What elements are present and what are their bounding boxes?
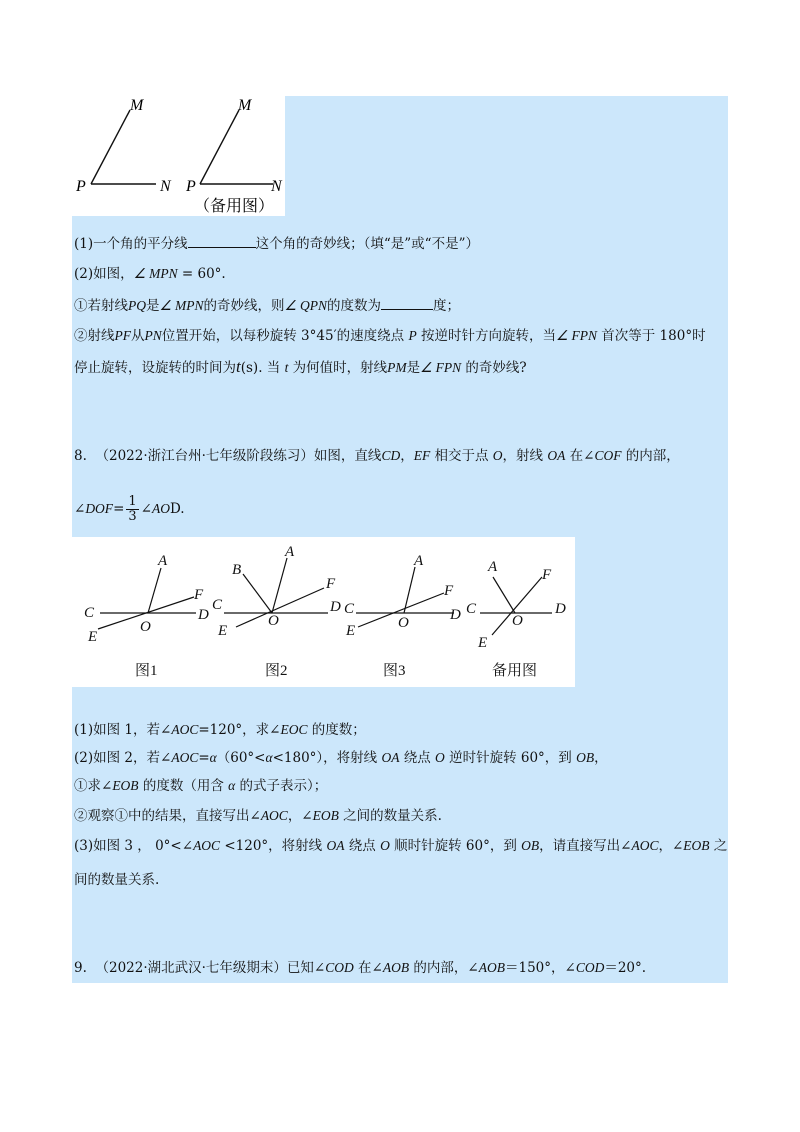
fig3-label-f: F [444,583,454,599]
q7-part1: (1)一个角的平分线 这个角的奇妙线；（填“是”或“不是”） [74,233,479,254]
q7-sub2-line2: 停止旋转，设旋转的时间为t(s). 当 t 为何值时，射线PM是∠ FPN 的奇妙线? [74,357,527,376]
q7-sub1: ①若射线PQ是∠ MPN的奇妙线，则∠ QPN的度数为 度； [74,295,460,316]
fig2-label-e: E [218,623,228,639]
label-m-right: M [238,97,252,114]
q8-part2b: ②观察①中的结果，直接写出∠AOC，∠EOB 之间的数量关系. [74,808,442,824]
answer-blank-2[interactable] [381,295,433,310]
fig1-label-f: F [194,587,204,603]
fraction-one-third: $\frac{1}{3}$ [128,494,137,524]
label-p-right: P [186,178,196,195]
fig1-label-c: C [84,605,95,621]
spare-label-f: F [542,567,552,583]
fig3-label-c: C [344,601,355,617]
q8-part3-line2: 间的数量关系. [74,872,160,888]
answer-blank-1[interactable] [188,233,256,248]
q8-part2: (2)如图 2，若∠AOC=α（60°<α<180°），将射线 OA 绕点 O 逆时针旋转 60°，到 OB， [74,750,608,766]
fig3-label-d: D [450,607,461,623]
q9-header: 9. （2022·湖北武汉·七年级期末）已知∠COD 在∠AOB 的内部，∠AOB＝150°，∠COD＝20°. [74,960,647,976]
fig2-label-f: F [326,576,336,592]
label-p-left: P [76,178,86,195]
fig2-label-o: O [268,613,279,629]
spare-label-c: C [466,601,477,617]
label-m-left: M [130,97,144,114]
fig1-label-e: E [88,629,98,645]
fig1-label-o: O [140,619,151,635]
fig2-label-c: C [212,597,223,613]
spare-figure-caption: （备用图） [194,196,275,215]
angle-mpn-diagram [72,96,285,216]
caption-fig3: 图3 [383,663,406,679]
figure-intersecting-lines [72,537,575,687]
fig1-label-d: D [198,607,209,623]
caption-spare: 备用图 [492,663,538,679]
q8-part3-line1: (3)如图 3 ， 0°<∠AOC <120°，将射线 OA 绕点 O 顺时针旋转 60°，到 OB，请直接写出∠AOC，∠EOB 之 [74,838,728,854]
caption-fig2: 图2 [265,663,288,679]
fig1-label-a: A [158,553,168,569]
fig3-label-a: A [414,553,424,569]
intersecting-lines-diagram [72,537,575,687]
fig2-label-a: A [285,544,295,560]
fig3-label-e: E [346,623,356,639]
caption-fig1: 图1 [135,663,158,679]
fig2-label-b: B [232,562,242,578]
spare-label-d: D [555,601,566,617]
q7-sub2-line1: ②射线PF从PN位置开始，以每秒旋转 3°45′的速度绕点 P 按逆时针方向旋转，当∠ FPN 首次等于 180°时 [74,328,706,344]
label-n-right: N [271,178,282,195]
spare-label-e: E [478,635,488,651]
q8-part2a: ①求∠EOB 的度数（用含 α 的式子表示）； [74,778,328,794]
fig3-label-o: O [398,615,409,631]
spare-label-o: O [512,613,523,629]
figure-angle-mpn [72,96,285,216]
q8-header: 8. （2022·浙江台州·七年级阶段练习）如图，直线CD，EF 相交于点 O，射线 OA 在∠COF 的内部， [74,448,680,464]
q7-part2: (2)如图，∠ MPN = 60°. [74,266,226,282]
spare-label-a: A [488,559,498,575]
fig2-label-d: D [330,599,341,615]
label-n-left: N [160,178,171,195]
q8-part1: (1)如图 1，若∠AOC=120°，求∠EOC 的度数； [74,722,366,738]
q8-condition: ∠DOF= $\frac{1}{3}$ ∠AOD. [74,494,185,524]
